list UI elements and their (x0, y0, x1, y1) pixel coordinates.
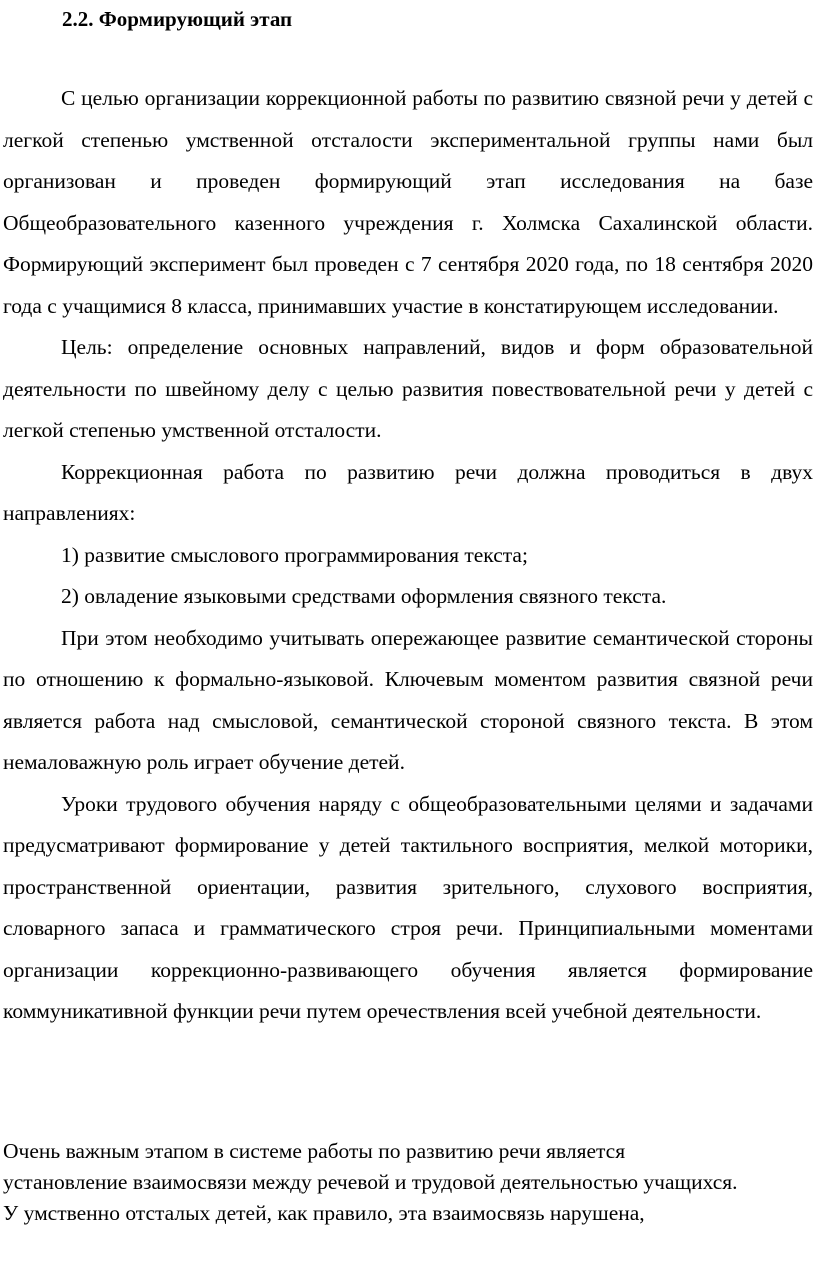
paragraph-tail: Очень важным этапом в системе работы по развитию речи является установление взаимосвязи между речевой и трудовой деятельностью учащихся. У умственно отсталых детей, как правило, эта взаимосвязь нарушена, (3, 1139, 738, 1225)
paragraph-semantic: При этом необходимо учитывать опережающее развитие семантической стороны по отношению к формально-языковой. Ключевым моментом развития связной речи является работа над смысловой, семантической стороной связного текста. В этом немаловажную роль играет обучение детей. (3, 625, 813, 774)
paragraph-goal: Цель: определение основных направлений, видов и форм образовательной деятельности по швейному делу с целью развития повествовательной речи у детей с легкой степенью умственной отсталости. (3, 335, 813, 442)
main-text (3, 78, 813, 1033)
paragraph-labor-lessons: Уроки трудового обучения наряду с общеобразовательными целями и задачами предусматривают формирование у детей тактильного восприятия, мелкой моторики, пространственной ориентации, развития зрительного, слухового восприятия, словарного запаса и грамматического строя речи. Принципиальными моментами организации коррекционно-развивающего обучения является формирование коммуникативной функции речи путем оречествления всей учебной деятельности. (3, 791, 813, 1023)
section-heading: 2.2. Формирующий этап (62, 7, 293, 31)
list-item-direction-2: 2) овладение языковыми средствами оформления связного текста. (61, 584, 667, 608)
paragraph-directions: Коррекционная работа по развитию речи должна проводиться в двух направлениях: (3, 459, 813, 525)
tail-text (3, 1136, 743, 1229)
list-item-direction-1: 1) развитие смыслового программирования текста; (61, 542, 528, 567)
paragraph-intro: С целью организации коррекционной работы по развитию связной речи у детей с легкой степенью умственной отсталости экспериментальной группы нами был организован и проведен формирующий этап исследования на базе Общеобразовательного казенного учреждения г. Холмска Сахалинской области. Формирующий эксперимент был проведен с 7 сентября 2020 года, по 18 сентября 2020 года с учащимися 8 класса, принимавших участие в констатирующем исследовании. (3, 86, 813, 318)
